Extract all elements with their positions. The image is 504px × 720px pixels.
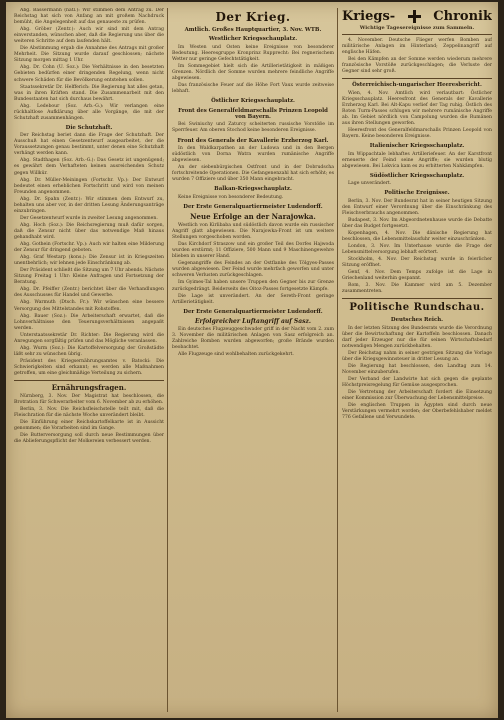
divider xyxy=(342,78,492,79)
headline-balkan: Balkan-Kriegsschauplatz. xyxy=(214,186,292,193)
paragraph: Der Gesetzentwurf wurde in zweiter Lesung angenommen. xyxy=(20,215,158,221)
paragraph: Abg. Dr. Spahn (Zentr.): Wir stimmen dem Entwurf zu, behalten uns aber vor, in der dritten Lesung Änderungsanträge einzubringen. xyxy=(14,196,164,214)
paragraph: Abg. Bassermann (natl.): Wir stimmen dem Antrag zu. Der Reichstag hat sich von Anfang an mit großem Nachdruck bemüht, die Angelegenheit auf das genaueste zu prüfen. xyxy=(14,8,164,26)
column-divider xyxy=(167,8,168,712)
signature: Der Erste Generalquartiermeister Ludendorff. xyxy=(183,308,323,315)
iron-cross-icon xyxy=(408,10,421,23)
paragraph: Nürnberg, 3. Nov. Der Magistrat hat beschlossen, die Brotration für Schwerarbeiter vom 6. November ab zu erhöhen. xyxy=(14,394,164,406)
signature: Der Erste Generalquartiermeister Ludendorff. xyxy=(183,203,323,210)
newspaper-page xyxy=(6,2,498,718)
masthead-subtitle: Wichtige Tagesereignisse zum Sammeln. xyxy=(359,25,475,31)
paragraph: Keine Ereignisse von besonderer Bedeutung. xyxy=(178,194,284,200)
paragraph: Die englischen Truppen in Ägypten sind durch neue Verstärkungen vermehrt worden; der Oberbefehlshaber meldet 776 Gefallene und Verwundete. xyxy=(342,403,492,421)
column-right xyxy=(342,8,492,712)
paragraph: Der Verband der Landwirte hat sich gegen die geplante Höchstpreisregelung für Gemüse ausgesprochen. xyxy=(342,377,492,389)
headline-deutsches-reich: Deutsches Reich. xyxy=(390,317,444,324)
masthead xyxy=(342,9,492,24)
paragraph: Unterstaatssekretär Dr. Richter: Die Regierung wird die Anregungen sorgfältig prüfen und das Mögliche veranlassen. xyxy=(14,332,164,344)
masthead-right: Chronik xyxy=(433,9,492,24)
paragraph: Abg. Dr. Müller-Meiningen (Fortschr. Vp.): Der Entwurf bedeutet einen erheblichen Fortschritt und wird von meinen Freunden angenommen. xyxy=(14,177,164,195)
headline-ital-krieg: Italienischer Kriegsschauplatz. xyxy=(369,143,465,150)
paragraph: Abg. Hoch (Soz.): Die Reichsregierung muß dafür sorgen, daß die Zensur nicht über das notwendige Maß hinaus gehandhabt wird. xyxy=(14,222,164,240)
headline-front-leopold: Front des Generalfeldmarschalls Prinzen Leopold von Bayern. xyxy=(178,107,328,120)
headline-ernaehrung: Ernährungsfragen. xyxy=(51,383,127,393)
col1b-paragraphs xyxy=(14,394,164,445)
paragraph: Im Sommegebiet hielt sich die Artillerietätigkeit in mäßigen Grenzen. Nördlich der Somme wurden mehrere feindliche Angriffe abgewiesen. xyxy=(172,63,334,82)
paragraph: Staatssekretär Dr. Helfferich: Die Regierung hat alles getan, was in ihren Kräften stand. Die Zusammenarbeit mit den Bundesstaaten hat sich durchaus bewährt. xyxy=(14,84,164,102)
paragraph: In der letzten Sitzung des Bundesrats wurde die Verordnung über die Bewirtschaftung der Kartoffeln beschlossen. Danach darf jeder Erzeuger nur die für seinen Wirtschaftsbedarf notwendigen Mengen zurückbehalten. xyxy=(342,325,492,349)
headline-westlicher: Westlicher Kriegsschauplatz. xyxy=(208,36,298,43)
paragraph: Bei den Kämpfen an der Somme werden wiederum mehrere französische Vorstöße zurückgeschlagen; die Verluste der Gegner sind sehr groß. xyxy=(342,57,492,75)
paragraph: Wien, 4. Nov. Amtlich wird verlautbart: Östlicher Kriegsschauplatz. Heeresfront des Generals der Kavallerie Erzherzog Karl. Bei Alt-Kapu verlief der Tag ruhig. Östlich des Roten Turm-Passes schlugen wir mehrere rumänische Angriffe ab. Im Gebiet nördlich von Campolung wurden die Rumänen aus ihren Stellungen geworfen. xyxy=(342,90,492,126)
paragraph: Budapest, 3. Nov. Im Abgeordnetenhause wurde die Debatte über das Budget fortgesetzt. xyxy=(342,217,492,229)
paragraph: In den Waldkarpathen an der Ludowa und in den Bergen südöstlich von Dorna Watra wurden rumänische Angriffe abgewiesen. xyxy=(172,145,334,163)
paragraph: Die Lage ist unverändert. An der Sereth-Front geringe Artillerietätigkeit. xyxy=(172,293,334,305)
paragraph: Berlin, 3. Nov. Der Bundesrat hat in seiner heutigen Sitzung den Entwurf einer Verordnung über die Einschränkung des Fleischverbrauchs angenommen. xyxy=(342,198,492,216)
paragraph: Die Regierung hat beschlossen, den Landtag zum 14. November einzuberufen. xyxy=(342,363,492,375)
column-divider xyxy=(337,8,338,712)
paragraph: Lage unverändert. xyxy=(348,181,392,187)
paragraph: Das Kirchdorf Straszow und ein großer Teil des Dorfes Hajwoda wurden erstürmt; 11 Offiziere, 500 Mann und 9 Maschinengewehre blieben in unserer Hand. xyxy=(172,242,334,260)
paragraph: Abg. Gröber (Zentr.): Auch wir sind mit dem Antrag einverstanden, wünschen aber, daß die Regierung uns über die weiteren Schritte auf dem laufenden hält. xyxy=(14,27,164,45)
paragraph: Genf, 4. Nov. Dem Temps zufolge ist die Lage in Griechenland weiterhin gespannt. xyxy=(342,270,492,282)
headline-politische-ereignisse: Politische Ereignisse. xyxy=(384,190,450,197)
headline-suedoestl: Südöstlicher Kriegsschauplatz. xyxy=(369,172,465,179)
masthead-left: Kriegs- xyxy=(342,9,396,24)
headline-luftangriff: Erfolgreicher Luftangriff auf Sasz. xyxy=(194,318,312,326)
headline-neue-erfolge: Neue Erfolge an der Narajowka. xyxy=(190,212,316,222)
paragraph: Abg. Bauer (Soz.): Die Arbeiterschaft erwartet, daß die Lohnverhältnisse den Teuerungsverhältnissen angepaßt werden. xyxy=(14,313,164,331)
paragraph: Abg. Ledebour (Soz. Arb.-G.): Wir verlangen eine rückhaltlose Aufklärung über alle Vorgänge, die mit der Schutzhaft zusammenhängen. xyxy=(14,103,164,121)
paragraph: Heeresfront des Generalfeldmarschalls Prinzen Leopold von Bayern. Keine besonderen Ereignisse. xyxy=(342,128,492,140)
divider xyxy=(342,34,492,35)
paragraph: Abg. Dr. Cohn (U. Soz.): Die Verhältnisse in den besetzten Gebieten bedürfen einer dringenden Regelung, wenn nicht schwere Schäden für die Bevölkerung entstehen sollen. xyxy=(14,65,164,83)
paragraph: Die Einführung einer Reichskartoffelkarte ist in Aussicht genommen; die Vorarbeiten sind im Gange. xyxy=(14,420,164,432)
paragraph: An der siebenbürgischen Ostfront und in der Dobrudscha fortschreitende Operationen. Die Gefangenenzahl hat sich erhöht; es wurden 7 Offiziere und über 350 Mann eingebracht. xyxy=(172,165,334,183)
headline-der-krieg: Der Krieg. xyxy=(215,10,291,24)
divider xyxy=(342,298,492,299)
paragraph: Im Wippachtale lebhaftes Artilleriefeuer. An der Karstfront erneuerte der Feind seine Angriffe; sie wurden blutig abgewiesen. Bei Lokvica kam es zu erbitterten Nahkämpfen. xyxy=(342,151,492,169)
headline-front-karl: Front des Generals der Kavallerie Erzherzog Karl. xyxy=(177,137,329,144)
paragraph: Bei Swiniuchy und Zaturcy scheiterten russische Vorstöße im Sperrfeuer. Am oberen Stochod keine besonderen Ereignisse. xyxy=(172,122,334,134)
paragraph: London, 3. Nov. Im Unterhause wurde die Frage der Lebensmittelversorgung lebhaft erörtert. xyxy=(342,243,492,255)
paragraph: Im Gyimes-Tal haben unsere Truppen den Gegner bis zur Grenze zurückgedrängt. Beiderseits des Oitoz-Passes fortgesetzte Kämpfe. xyxy=(172,280,334,292)
divider xyxy=(14,380,164,381)
paragraph: Der Reichstag nahm in seiner gestrigen Sitzung die Vorlage über die Kriegsgewinnsteuer in dritter Lesung an. xyxy=(342,350,492,362)
col1-paragraphs xyxy=(14,8,164,377)
paragraph: Im Westen und Osten keine Ereignisse von besonderer Bedeutung. Heeresgruppe Kronprinz Rupprecht: Bei regnerischem Wetter nur geringe Gefechtstätigkeit. xyxy=(172,44,334,62)
paragraph: Abg. Wurm (Soz.): Die Kartoffelversorgung der Großstädte läßt sehr zu wünschen übrig. xyxy=(14,345,164,357)
column-left xyxy=(14,8,164,712)
paragraph: Ein deutsches Flugzeuggeschwader griff in der Nacht vom 2. zum 3. November die militärischen Anlagen von Sasz erfolgreich an. Zahlreiche Bomben wurden abgeworfen; große Brände wurden beobachtet. xyxy=(172,327,334,351)
paragraph: Abg. Stadthagen (Soz. Arb.-G.): Das Gesetz ist ungenügend; es gewährt dem Verhafteten keinen ausreichenden Schutz gegen Willkür. xyxy=(14,158,164,176)
paragraph: Kopenhagen, 4. Nov. Die dänische Regierung hat beschlossen, die Lebensmittelausfuhr weiter einzuschränken. xyxy=(342,230,492,242)
paragraph: Die Abstimmung ergab die Annahme des Antrags mit großer Mehrheit. Die Sitzung wurde darauf geschlossen; nächste Sitzung morgen mittag 1 Uhr. xyxy=(14,46,164,64)
paragraph: Westlich von Kirlibaba und südöstlich davon wurde ein russischer Angriff glatt abgewiesen. Die Narajowka-Front ist um weitere Stellungen vorgeschoben worden. xyxy=(172,223,334,241)
paragraph: 4. November. Deutsche Flieger werfen Bomben auf militärische Anlagen im Hinterland; Zeppelinangriff auf englische Häfen. xyxy=(342,38,492,56)
paragraph: Alle Flugzeuge sind wohlbehalten zurückgekehrt. xyxy=(178,352,294,358)
paragraph: Präsident des Kriegsernährungsamtes v. Batocki: Die Schwierigkeiten sind erkannt; es werden alle Maßnahmen getroffen, um eine gleichmäßige Verteilung zu sichern. xyxy=(14,358,164,376)
paragraph: Der Präsident schließt die Sitzung um 7 Uhr abends. Nächste Sitzung Freitag 1 Uhr: Kleine Anfragen und Fortsetzung der Beratung. xyxy=(14,268,164,286)
headline-oestlicher: Östlicher Kriegsschauplatz. xyxy=(211,98,295,105)
paragraph: Abg. Dr. Pfeiffer (Zentr.) berichtet über die Verhandlungen des Ausschusses für Handel und Gewerbe. xyxy=(14,287,164,299)
paragraph: Gegenangriffe des Feindes an der Ostflanke des Tölgyes-Passes wurden abgewiesen. Der Feind wurde mehrfach geworfen und unter schweren Verlusten zurückgeschlagen. xyxy=(172,261,334,279)
headline-schutzhaft: Die Schutzhaft. xyxy=(65,124,113,131)
headline-politische: Politische Rundschau. xyxy=(349,302,485,314)
paragraph: Der Reichstag beriet dann die Frage der Schutzhaft. Der Ausschuß hat einen Gesetzentwurf ausgearbeitet, der die Voraussetzungen genau bestimmt, unter denen eine Schutzhaft verhängt werden kann. xyxy=(14,133,164,157)
paragraph: Die Vertretung der Arbeiterschaft fordert die Einsetzung einer Kommission zur Überwachung der Lebensmittelpreise. xyxy=(342,390,492,402)
paragraph: Stockholm, 4. Nov. Der Reichstag wurde in feierlicher Sitzung eröffnet. xyxy=(342,256,492,268)
paragraph: Abg. Gothein (Fortschr. Vp.): Auch wir halten eine Milderung der Zensur für dringend geboten. xyxy=(14,242,164,254)
headline-amtlich: Amtlich. Großes Hauptquartier, 3. Nov. WTB. xyxy=(184,27,322,33)
column-center xyxy=(172,8,334,712)
paragraph: Die Butterversorgung soll durch neue Bestimmungen über die Ablieferungspflicht der Molkereien verbessert werden. xyxy=(14,433,164,445)
paragraph: Das französische Feuer auf die Höhe Fort Vaux wurde zeitweise lebhaft. xyxy=(172,83,334,95)
headline-oesterr-bericht: Österreichisch-ungarischer Heeresbericht. xyxy=(352,82,482,89)
paragraph: Rom, 3. Nov. Die Kammer wird am 5. Dezember zusammentreten. xyxy=(342,283,492,295)
paragraph: Abg. Warmuth (Dtsch. Fr.): Wir wünschen eine bessere Versorgung des Mittelstandes mit Rohstoffen. xyxy=(14,300,164,312)
paragraph: Berlin, 3. Nov. Die Reichsfleischstelle teilt mit, daß die Fleischration für die nächste Woche unverändert bleibt. xyxy=(14,407,164,419)
paragraph: Abg. Graf Westarp (kons.): Die Zensur ist in Kriegszeiten unentbehrlich; wir lehnen jede Einschränkung ab. xyxy=(14,255,164,267)
